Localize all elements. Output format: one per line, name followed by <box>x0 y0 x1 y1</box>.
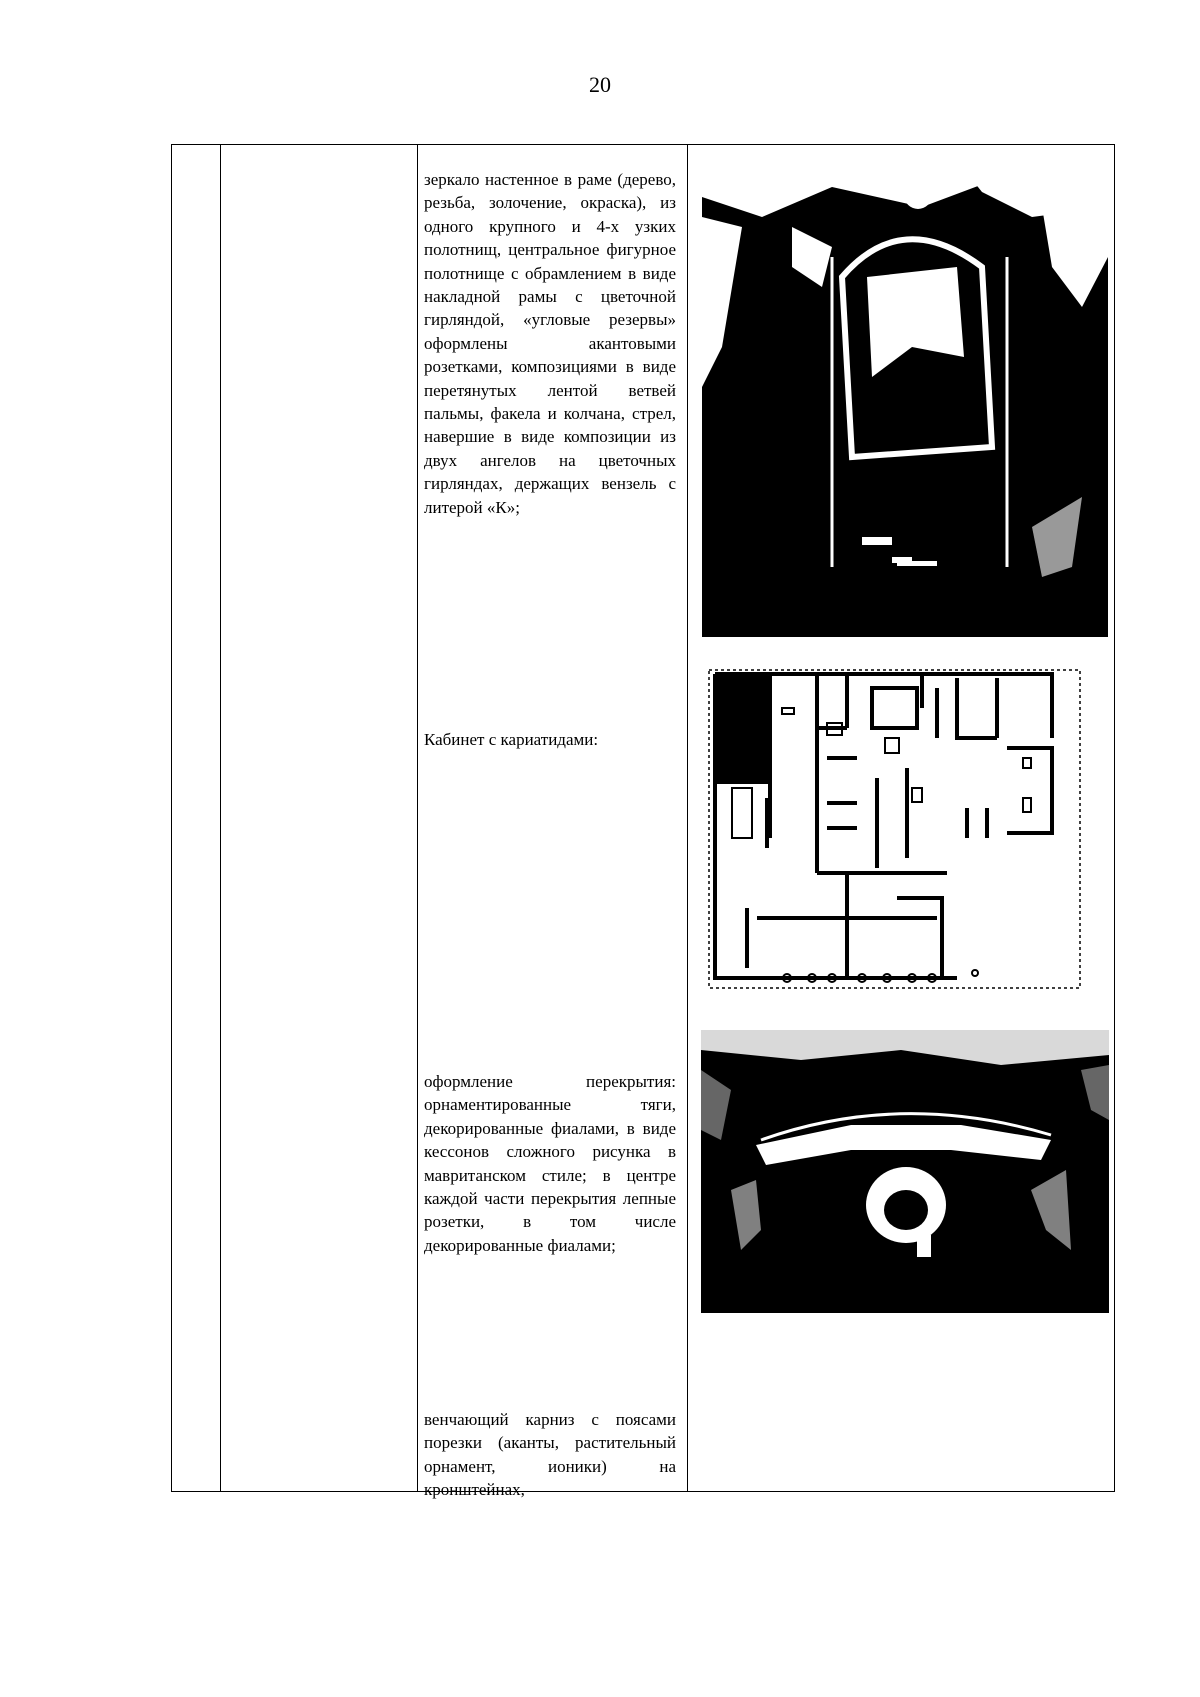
photo-wall-mirror <box>702 147 1108 637</box>
ceiling-image <box>701 1030 1109 1313</box>
floor-plan-drawing <box>707 668 1082 990</box>
column-divider-1 <box>220 144 221 1492</box>
table-right-border <box>1114 144 1115 1492</box>
description-cornice: венчающий карниз с поясами порезки (аканты, растительный орнамент, ионики) на кронштейнах, <box>424 1410 676 1500</box>
column-divider-3 <box>687 144 688 1492</box>
description-ceiling: оформление перекрытия: орнаментированные тяги, декорированные фиалами, в виде кессонов сложного рисунка в мавританском стиле; в центре каждой части перекрытия лепные розетки, в том числе декорированные фиалами; <box>424 1072 676 1255</box>
table-top-border <box>171 144 1115 145</box>
mirror-image <box>702 147 1108 637</box>
column-divider-2 <box>417 144 418 1492</box>
floor-plan <box>707 668 1082 990</box>
description-mirror: зеркало настенное в раме (дерево, резьба, золочение, окраска), из одного крупного и 4-х узких полотнищ, центральное фигурное полотнище с обрамлением в виде накладной рамы с цветочной гирляндой, «угловые резервы» оформлены акантовыми розетками, композициями в виде перетянутых лентой ветвей пальмы, факела и колчана, стрел, навершие в виде композиции из двух ангелов на цветочных гирляндах, держащих вензель с литерой «К»; <box>424 170 676 517</box>
photo-ceiling <box>701 1030 1109 1313</box>
description-cabinet: Кабинет с кариатидами: <box>424 730 599 749</box>
page-number: 20 <box>589 72 611 97</box>
table-left-border <box>171 144 172 1492</box>
